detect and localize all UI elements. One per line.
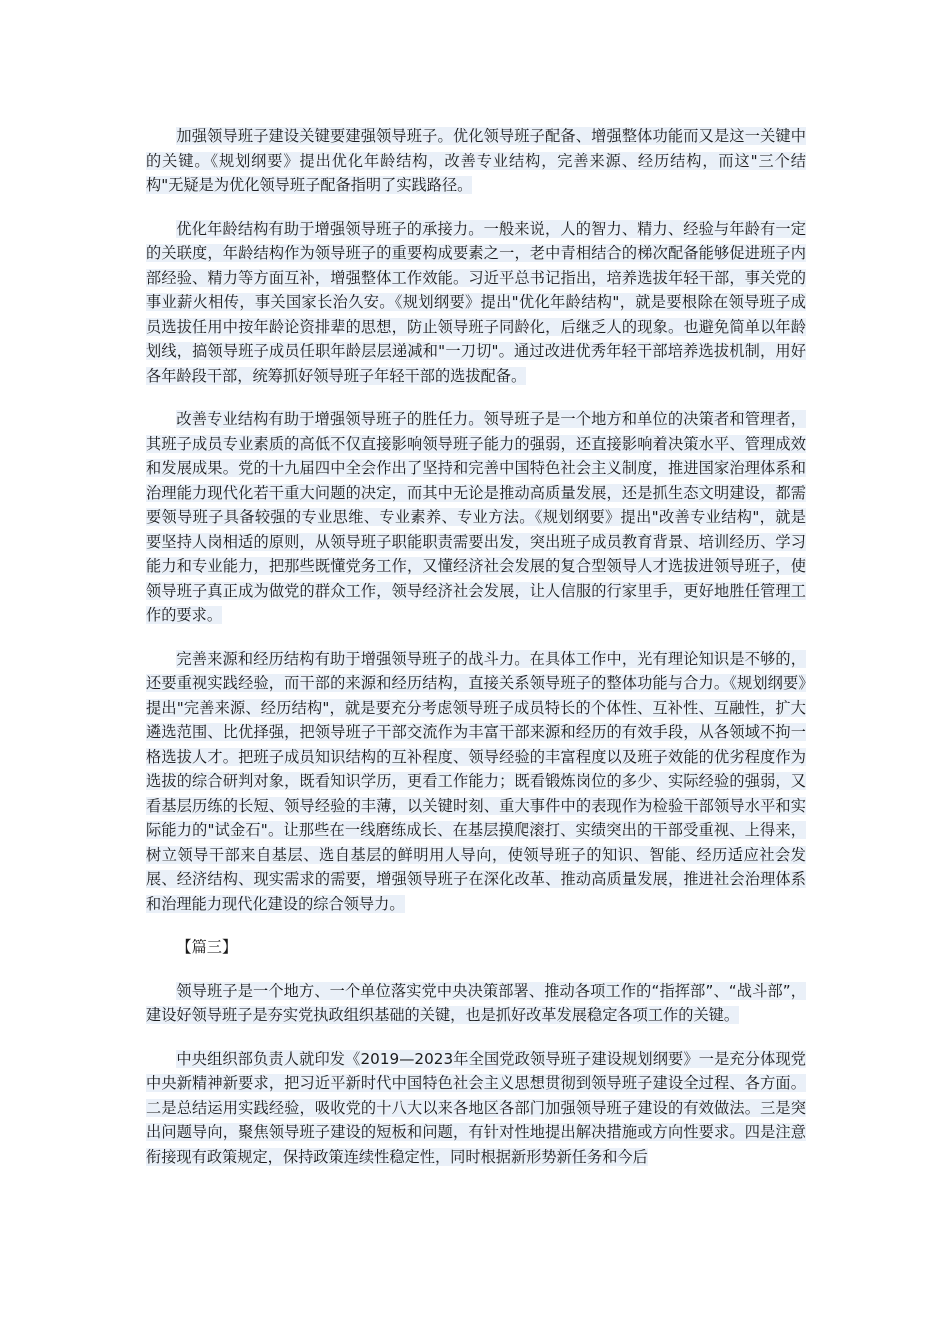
paragraph-professional-structure <box>146 407 806 628</box>
paragraph-intro-text: 加强领导班子建设关键要建强领导班子。优化领导班子配备、增强整体功能而又是这一关键中的关键。《规划纲要》提出优化年龄结构，改善专业结构，完善来源、经历结构，而这"三个结构"无疑是为优化领导班子配备指明了实践路径。 <box>146 127 806 194</box>
paragraph-leadership-role-text: 领导班子是一个地方、一个单位落实党中央决策部署、推动各项工作的“指挥部”、“战斗部”，建设好领导班子是夯实党执政组织基础的关键，也是抓好改革发展稳定各项工作的关键。 <box>146 981 806 1024</box>
paragraph-plan-outline-text: 中央组织部负责人就印发《2019—2023年全国党政领导班子建设规划纲要》一是充分体现党中央新精神新要求，把习近平新时代中国特色社会主义思想贯彻到领导班子建设全过程、各方面。二是总结运用实践经验，吸收党的十八大以来各地区各部门加强领导班子建设的有效做法。三是突出问题导向，聚焦领导班子建设的短板和问题，有针对性地提出解决措施或方向性要求。四是注意衔接现有政策规定，保持政策连续性稳定性，同时根据新形势新任务和今后 <box>146 1049 806 1166</box>
section-title: 【篇三】 <box>176 938 238 956</box>
paragraph-age-structure-text: 优化年龄结构有助于增强领导班子的承接力。一般来说，人的智力、精力、经验与年龄有一定的关联度，年龄结构作为领导班子的重要构成要素之一，老中青相结合的梯次配备能够促进班子内部经验、精力等方面互补，增强整体工作效能。习近平总书记指出，培养选拔年轻干部，事关党的事业薪火相传，事关国家长治久安。《规划纲要》提出"优化年龄结构"，就是要根除在领导班子成员选拔任用中按年龄论资排辈的思想，防止领导班子同龄化，后继乏人的现象。也避免简单以年龄划线，搞领导班子成员任职年龄层层递减和"一刀切"。通过改进优秀年轻干部培养选拔机制，用好各年龄段干部，统筹抓好领导班子年轻干部的选拔配备。 <box>146 219 806 385</box>
paragraph-plan-outline <box>146 1047 806 1170</box>
paragraph-leadership-role <box>146 979 806 1028</box>
paragraph-professional-structure-text: 改善专业结构有助于增强领导班子的胜任力。领导班子是一个地方和单位的决策者和管理者，其班子成员专业素质的高低不仅直接影响领导班子能力的强弱，还直接影响着决策水平、管理成效和发展成果。党的十九届四中全会作出了坚持和完善中国特色社会主义制度，推进国家治理体系和治理能力现代化若干重大问题的决定，而其中无论是推动高质量发展，还是抓生态文明建设，都需要领导班子具备较强的专业思维、专业素养、专业方法。《规划纲要》提出"改善专业结构"，就是要坚持人岗相适的原则，从领导班子职能职责需要出发，突出班子成员教育背景、培训经历、学习能力和专业能力，把那些既懂党务工作，又懂经济社会发展的复合型领导人才选拔进领导班子，使领导班子真正成为做党的群众工作，领导经济社会发展，让人信服的行家里手，更好地胜任管理工作的要求。 <box>146 410 806 624</box>
paragraph-source-experience-structure <box>146 647 806 917</box>
paragraph-source-experience-structure-text: 完善来源和经历结构有助于增强领导班子的战斗力。在具体工作中，光有理论知识是不够的，还要重视实践经验，而干部的来源和经历结构，直接关系领导班子的整体功能与合力。《规划纲要》提出"完善来源、经历结构"，就是要充分考虑领导班子成员特长的个体性、互补性、互融性，扩大遴选范围、比优择强，把领导班子干部交流作为丰富干部来源和经历的有效手段，从各领域不拘一格选拔人才。把班子成员知识结构的互补程度、领导经验的丰富程度以及班子效能的优劣程度作为选拔的综合研判对象，既看知识学历，更看工作能力；既看锻炼岗位的多少、实际经验的强弱，又看基层历练的长短、领导经验的丰薄，以关键时刻、重大事件中的表现作为检验干部领导水平和实际能力的"试金石"。让那些在一线磨练成长、在基层摸爬滚打、实绩突出的干部受重视、上得来，树立领导干部来自基层、选自基层的鲜明用人导向，使领导班子的知识、智能、经历适应社会发展、经济结构、现实需求的需要，增强领导班子在深化改革、推动高质量发展，推进社会治理体系和治理能力现代化建设的综合领导力。 <box>146 649 806 913</box>
document-body <box>146 124 806 1188</box>
paragraph-age-structure <box>146 217 806 389</box>
paragraph-intro <box>146 124 806 198</box>
